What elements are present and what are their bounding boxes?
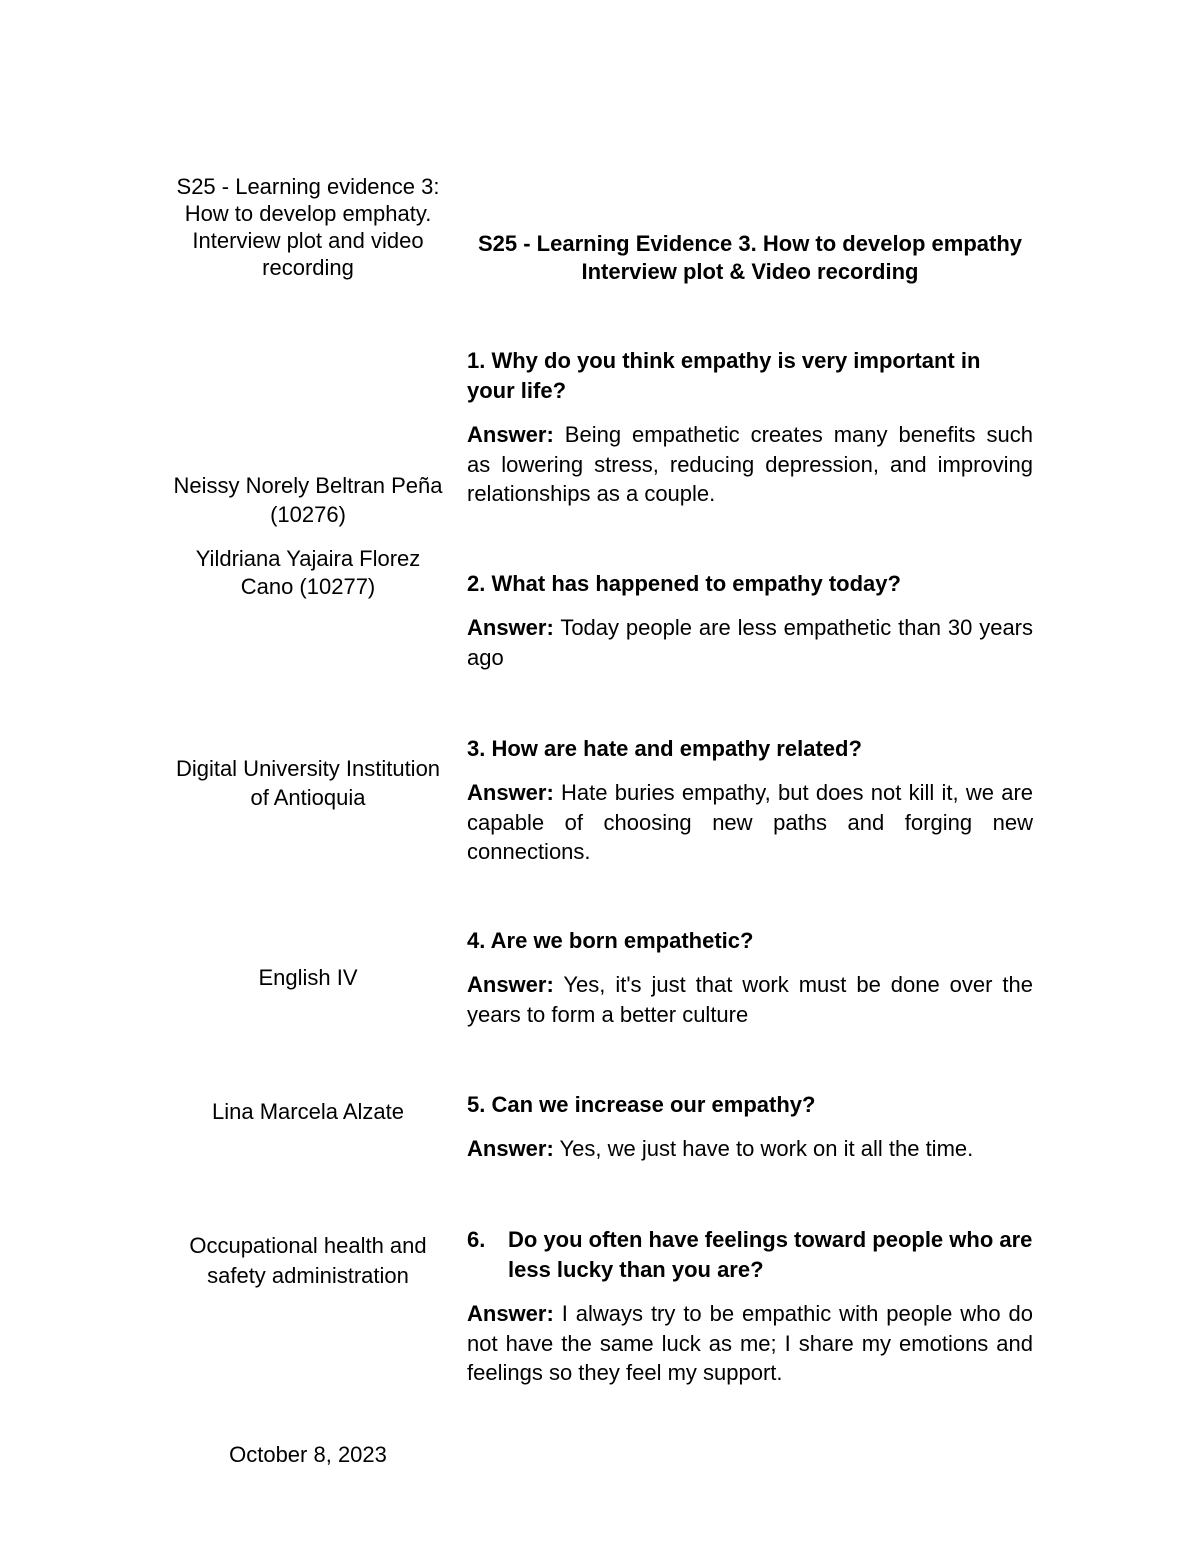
answer-label: Answer: <box>467 780 554 805</box>
student-name-1-text: Neissy Norely Beltran Peña (10276) <box>173 473 443 527</box>
question-6-text: Do you often have feelings toward people who are less lucky than you are? <box>508 1227 1033 1282</box>
document-title: S25 - Learning Evidence 3. How to develop empathy Interview plot & Video recording <box>477 231 1023 284</box>
qa-item-3 <box>467 734 1033 867</box>
teacher-name <box>170 1098 446 1125</box>
answer-6-text: I always try to be empathic with people who do not have the same luck as me; I share my emotions and feelings so they feel my support. <box>467 1301 1033 1385</box>
answer-label: Answer: <box>467 972 554 997</box>
qa-item-1 <box>467 346 1033 509</box>
answer-label: Answer: <box>467 1136 554 1161</box>
qa-item-2 <box>467 569 1033 672</box>
answer-5 <box>467 1134 1033 1164</box>
student-name-1 <box>170 471 446 529</box>
question-2: 2. What has happened to empathy today? <box>467 571 901 596</box>
answer-3-text: Hate buries empathy, but does not kill it, we are capable of choosing new paths and forging new connections. <box>467 780 1033 864</box>
student-name-2 <box>170 545 446 601</box>
institution-name <box>170 754 446 812</box>
answer-1 <box>467 420 1033 509</box>
subject-name-text: English IV <box>258 965 358 990</box>
teacher-name-text: Lina Marcela Alzate <box>212 1099 404 1124</box>
student-name-2-text: Yildriana Yajaira Florez Cano (10277) <box>195 546 421 599</box>
program-name <box>170 1231 446 1291</box>
qa-item-5 <box>467 1090 1033 1164</box>
question-6-number: 6. <box>467 1227 486 1252</box>
subject-name <box>170 964 446 991</box>
answer-label: Answer: <box>467 1301 554 1326</box>
question-4: 4. Are we born empathetic? <box>467 928 754 953</box>
answer-2 <box>467 613 1033 672</box>
answer-2-text: Today people are less empathetic than 30 years ago <box>467 615 1033 670</box>
answer-3 <box>467 778 1033 867</box>
answer-label: Answer: <box>467 615 554 640</box>
question-3: 3. How are hate and empathy related? <box>467 736 862 761</box>
document-date-text: October 8, 2023 <box>229 1442 387 1467</box>
qa-item-6 <box>467 1225 1033 1388</box>
question-5: 5. Can we increase our empathy? <box>467 1092 816 1117</box>
answer-6 <box>467 1299 1033 1388</box>
answer-4 <box>467 970 1033 1029</box>
course-title-text: S25 - Learning evidence 3: How to develop emphaty. Interview plot and video recording <box>176 174 440 280</box>
answer-label: Answer: <box>467 422 554 447</box>
document-date <box>170 1441 446 1468</box>
answer-1-text: Being empathetic creates many benefits such as lowering stress, reducing depression, and improving relationships as a couple. <box>467 422 1033 506</box>
institution-name-text: Digital University Institution of Antioquia <box>175 756 441 810</box>
qa-item-4 <box>467 926 1033 1029</box>
answer-5-text: Yes, we just have to work on it all the time. <box>559 1136 974 1161</box>
answer-4-text: Yes, it's just that work must be done over the years to form a better culture <box>467 972 1033 1027</box>
program-name-text: Occupational health and safety administration <box>189 1233 427 1288</box>
question-6 <box>467 1225 1033 1285</box>
question-1: 1. Why do you think empathy is very important in your life? <box>467 348 981 403</box>
course-title <box>170 173 446 281</box>
